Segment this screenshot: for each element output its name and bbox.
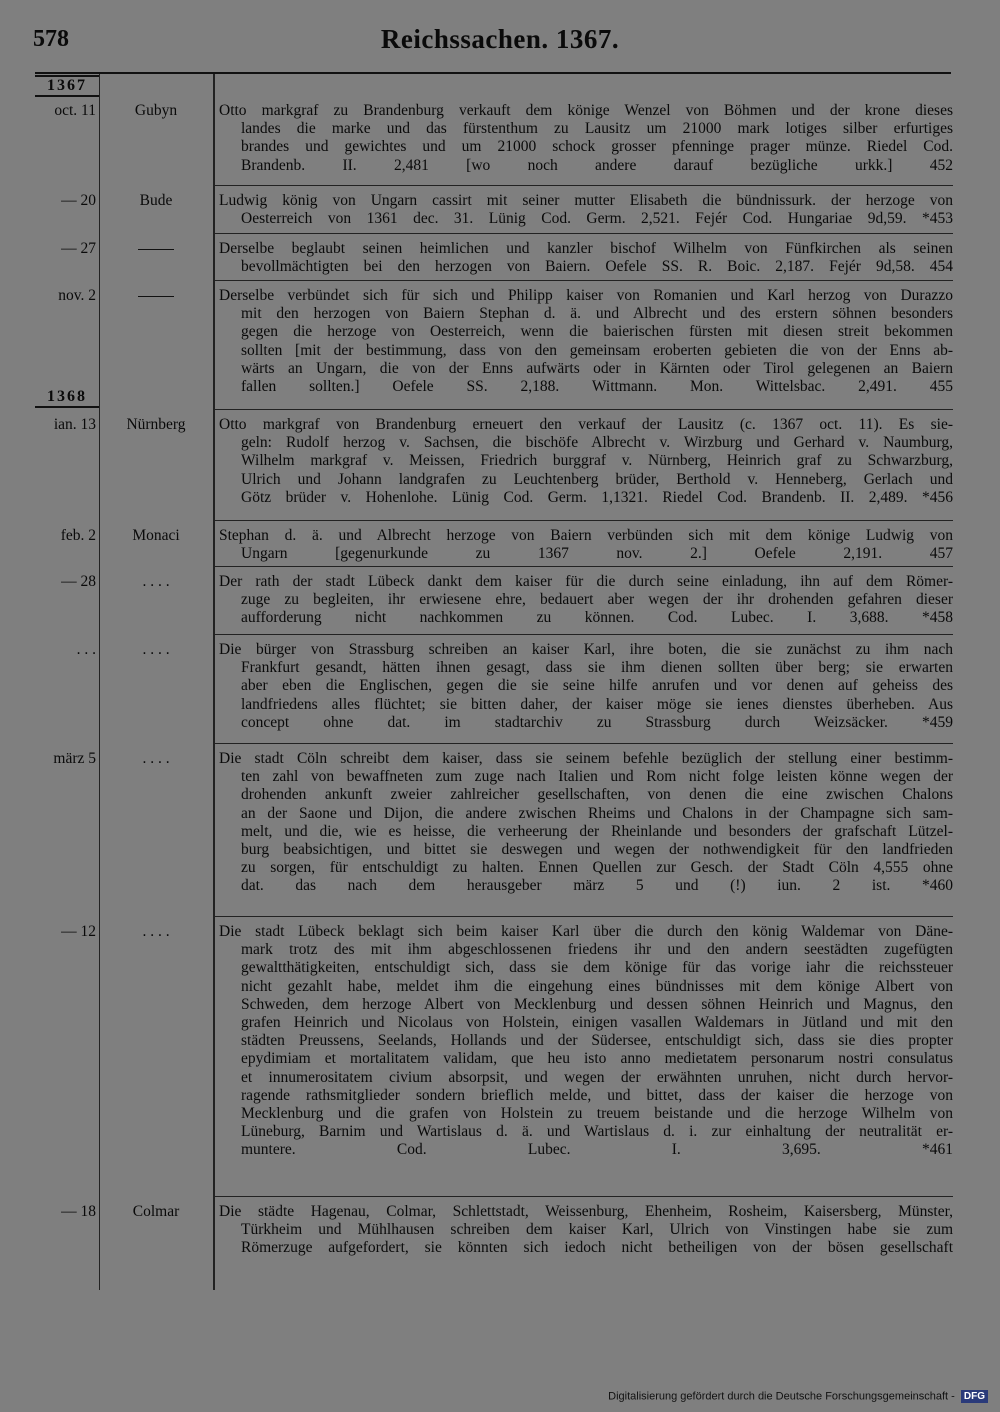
entry-text-line: aber eben die Englischen, gegen die sie seine hilfe anrufen und vor denen auf geheiss des bbox=[241, 677, 953, 695]
entry-text-line: Derselbe beglaubt seinen heimlichen und kanzler bischof Wilhelm von Fünfkirchen als seinen bbox=[219, 240, 953, 257]
entry-text-line: brandes und gewichtes und um 21000 schock grosser pfenninge prager münze. Riedel Cod. bbox=[241, 138, 953, 156]
entry-date: — 28 bbox=[61, 573, 96, 590]
entry-text-line: Türkheim und Mühlhausen schreiben dem kaiser Karl, Ulrich von Vinstingen habe sie zum bbox=[241, 1221, 953, 1239]
entry-separator bbox=[213, 233, 953, 234]
entry-date: oct. 11 bbox=[54, 102, 96, 119]
entry-text bbox=[219, 527, 953, 563]
entry-text-line: zu sorgen, für entschuldigt zu halten. Ennen Quellen zur Gesch. der Stadt Cöln 4,555 ohne bbox=[241, 859, 953, 877]
entry-separator bbox=[213, 743, 953, 744]
entry-text-line: et innumerositatem civium absorpsit, und wegen der erwähnten unruhen, nicht durch hervor- bbox=[241, 1068, 953, 1086]
entry-date: — 18 bbox=[61, 1203, 96, 1220]
entry-place bbox=[102, 287, 210, 305]
entry-separator bbox=[213, 409, 953, 410]
entry-text-line: melt, und die, wie es heisse, die verheerung der Rheinlande und besonders der grafschaft Lützel- bbox=[241, 822, 953, 840]
entry-text-line: bevollmächtigten bei den herzogen von Baiern. Oefele SS. R. Boic. 2,187. Fejér 9d,58. 454 bbox=[241, 258, 953, 276]
entry-place: Bude bbox=[139, 192, 173, 209]
entry-separator bbox=[213, 634, 953, 635]
entry-text bbox=[219, 1203, 953, 1258]
footer-credit bbox=[608, 1390, 988, 1403]
entry-text-line: zuge zu begleiten, ihr erwiesene ehre, bedauert aber wegen der ihr drohenden gefahren dieser bbox=[241, 591, 953, 609]
entry-separator bbox=[213, 280, 953, 281]
entry-place: Gubyn bbox=[134, 102, 178, 119]
entry-text bbox=[219, 287, 953, 396]
entry-text-line: mark trotz des mit ihm abgeschlossenen friedens ihr und den andern seestädten zugefügten bbox=[241, 941, 953, 959]
entry-text-line: Ulrich und Johann landgrafen zu Leuchtenberg brüder, Berthold v. Henneberg, Gerlach und bbox=[241, 470, 953, 488]
entry-text-line: Die städte Hagenau, Colmar, Schlettstadt, Weissenburg, Ehenheim, Rosheim, Kaisersberg, Münster, bbox=[219, 1203, 953, 1220]
entry-date: ian. 13 bbox=[53, 416, 96, 433]
entry-text-line: dat. das nach dem herausgeber märz 5 und (!) iun. 2 ist. *460 bbox=[241, 877, 953, 895]
entry-text-line: Der rath der stadt Lübeck dankt dem kaiser für die durch seine einladung, ihn auf dem Römer- bbox=[219, 573, 953, 590]
entry-text-line: burg beabsichtigen, und bittet sie deswegen und wegen der nothwendigkeit für den landfrieden bbox=[241, 841, 953, 859]
entry-date: — 27 bbox=[61, 240, 96, 257]
entry-text-line: landes die marke und das fürstenthum zu Lausitz um 21000 mark lotiges silber erfurtiges bbox=[241, 120, 953, 138]
entry-text-line: Die stadt Lübeck beklagt sich beim kaiser Karl über die durch den könig Waldemar von Däne- bbox=[219, 923, 953, 940]
entry-separator bbox=[213, 520, 953, 521]
entry-text-line: Schweden, dem herzoge Albert von Mecklenburg und dessen söhnen Heinrich und Magnus, den bbox=[241, 995, 953, 1013]
entry-text-line: Otto markgraf von Brandenburg erneuert den verkauf der Lausitz (c. 1367 oct. 11). Es sie- bbox=[219, 416, 953, 433]
entry-text-line: aufforderung nicht nachkommen zu können. Cod. Lubec. I. 3,688. *458 bbox=[241, 609, 953, 627]
entry-text-line: Oesterreich von 1361 dec. 31. Lünig Cod. Germ. 2,521. Fejér Cod. Hungariae 9d,59. *453 bbox=[241, 210, 953, 228]
entry-text-line: drohenden ankunft zweier zahlreicher gesellschaften, von denen die eine zwischen Chalons bbox=[241, 786, 953, 804]
column-divider-date bbox=[99, 74, 100, 1290]
entry-text-line: nicht gezahlt habe, meldet ihm die eingehung eines bündnisses mit dem könige Albert von bbox=[241, 977, 953, 995]
entry-text-line: Die stadt Cöln schreibt dem kaiser, dass sie seinem befehle bezüglich der stellung einer bestimm- bbox=[219, 750, 953, 767]
entry-date: märz 5 bbox=[53, 750, 96, 767]
entry-separator bbox=[213, 566, 953, 567]
entry-text bbox=[219, 750, 953, 896]
entry-text bbox=[219, 240, 953, 276]
entry-text bbox=[219, 573, 953, 628]
top-rule bbox=[35, 72, 951, 74]
running-title: Reichssachen. 1367. bbox=[380, 24, 620, 54]
entry-text-line: muntere. Cod. Lubec. I. 3,695. *461 bbox=[241, 1141, 953, 1159]
entry-place: . . . . bbox=[142, 573, 170, 590]
entry-date: — 20 bbox=[61, 192, 96, 209]
entry-text-line: concept ohne dat. im stadtarchiv zu Strassburg durch Weizsäcker. *459 bbox=[241, 713, 953, 731]
entry-place: . . . . bbox=[142, 923, 170, 940]
entry-date: — 12 bbox=[61, 923, 96, 940]
dfg-logo: DFG bbox=[961, 1390, 988, 1403]
entry-text-line: sollten [mit der bestimmung, dass von den gemeinsam eroberten gebieten die von der Enns ab- bbox=[241, 341, 953, 359]
entry-text-line: epydimiam et mortalitatem validam, que heu isto anno medietatem personarum nostri consulatus bbox=[241, 1050, 953, 1068]
year-label: 1368 bbox=[35, 388, 99, 408]
entry-text-line: gegen die herzoge von Oesterreich, wenn die baierischen fürsten mit diesen streit bekommen bbox=[241, 323, 953, 341]
entry-separator bbox=[213, 1196, 953, 1197]
entry-text bbox=[219, 192, 953, 228]
entry-text-line: Ungarn [gegenurkunde zu 1367 nov. 2.] Oefele 2,191. 457 bbox=[241, 545, 953, 563]
entry-text-line: grafen Heinrich und Nicolaus von Holstein, einigen vasallen Waldemars in Jütland und mit den bbox=[241, 1014, 953, 1032]
entry-text-line: Frankfurt gesandt, hätten ihnen gesagt, dass sie ihm dienen sollten über berg; sie erwarten bbox=[241, 659, 953, 677]
year-label: 1367 bbox=[35, 75, 99, 97]
entry-text-line: Ludwig könig von Ungarn cassirt mit seiner mutter Elisabeth die bündnissurk. der herzoge von bbox=[219, 192, 953, 209]
entry-text bbox=[219, 923, 953, 1160]
entry-text-line: Otto markgraf zu Brandenburg verkauft dem könige Wenzel von Böhmen und der krone dieses bbox=[219, 102, 953, 119]
entry-text-line: landfriedens alles flüchtet; sie bitten daher, der kaiser möge sie ienes dienstes überheben. Aus bbox=[241, 695, 953, 713]
page-number: 578 bbox=[33, 26, 69, 52]
entry-text-line: Römerzuge aufgefordert, sie könnten sich iedoch nicht betheiligen von der bösen gesellschaft bbox=[241, 1239, 953, 1257]
entry-text-line: Lüneburg, Barnim und Wartislaus d. ä. und Wartislaus d. i. zur einhaltung der neutralität er- bbox=[241, 1123, 953, 1141]
entry-text-line: mit den herzogen von Baiern Stephan d. ä. und Albrecht und des erstern söhnen besonders bbox=[241, 305, 953, 323]
entry-text-line: fallen sollten.] Oefele SS. 2,188. Wittmann. Mon. Wittelsbac. 2,491. 455 bbox=[241, 378, 953, 396]
entry-place: . . . . bbox=[142, 750, 170, 767]
entry-separator bbox=[213, 185, 953, 186]
entry-place: Colmar bbox=[132, 1203, 180, 1220]
entry-place bbox=[102, 240, 210, 258]
entry-text-line: wärts an Ungarn, die von der Enns aufwärts oder in Kärnten oder Tirol gelegenen an Baiern bbox=[241, 359, 953, 377]
column-divider-text bbox=[213, 74, 215, 1290]
entry-text-line: ragende rathsmitglieder sondern brieflich melde, und bittet, dass der kaiser die herzoge von bbox=[241, 1086, 953, 1104]
entry-text-line: gewaltthätigkeiten, entschuldigt sich, dass sie dem könige für das vorige iahr die reichssteuer bbox=[241, 959, 953, 977]
entry-date: feb. 2 bbox=[60, 527, 96, 544]
entry-date: nov. 2 bbox=[58, 287, 96, 304]
page-header bbox=[0, 0, 1000, 60]
entry-text-line: ten zahl von bewaffneten zum zuge nach Italien und Rom nicht folge leisten könne wegen der bbox=[241, 768, 953, 786]
entry-text-line: Die bürger von Strassburg schreiben an kaiser Karl, ihre boten, die sie zunächst zu ihm nach bbox=[219, 641, 953, 658]
entry-place: Monaci bbox=[132, 527, 180, 544]
entry-text-line: Wilhelm markgraf v. Meissen, Friedrich burggraf v. Nürnberg, Heinrich graf zu Schwarzburg, bbox=[241, 452, 953, 470]
entry-text-line: Götz brüder v. Hohenlohe. Lünig Cod. Germ. 1,1321. Riedel Cod. Brandenb. II. 2,489. *456 bbox=[241, 488, 953, 506]
entry-separator bbox=[213, 916, 953, 917]
entry-text-line: Stephan d. ä. und Albrecht herzoge von Baiern verbünden sich mit dem könige Ludwig von bbox=[219, 527, 953, 544]
entry-text-line: Mecklenburg und die grafen von Holstein zu treuem beistande und die herzoge Wilhelm von bbox=[241, 1105, 953, 1123]
entry-text-line: Brandenb. II. 2,481 [wo noch andere darauf bezügliche urkk.] 452 bbox=[241, 156, 953, 174]
entry-text-line: Derselbe verbündet sich für sich und Philipp kaiser von Romanien und Karl herzog von Durazzo bbox=[219, 287, 953, 304]
entry-place: . . . . bbox=[142, 641, 170, 658]
entry-text-line: geln: Rudolf herzog v. Sachsen, die bischöfe Albrecht v. Wirzburg und Gerhard v. Naumburg, bbox=[241, 434, 953, 452]
entry-text bbox=[219, 416, 953, 507]
footer-credit-text: Digitalisierung gefördert durch die Deutsche Forschungsgemeinschaft - bbox=[608, 1390, 955, 1403]
entry-date: . . . bbox=[76, 641, 96, 658]
entry-place: Nürnberg bbox=[126, 416, 186, 433]
entry-text bbox=[219, 102, 953, 175]
entry-text-line: an der Saone und Dijon, die andere zwischen Rheims und Chalons in der Champagne sich sam- bbox=[241, 804, 953, 822]
entry-text-line: städten Preussens, Seelands, Hollands und der Südersee, entschuldigt sich, dass sie dies propter bbox=[241, 1032, 953, 1050]
entry-text bbox=[219, 641, 953, 732]
